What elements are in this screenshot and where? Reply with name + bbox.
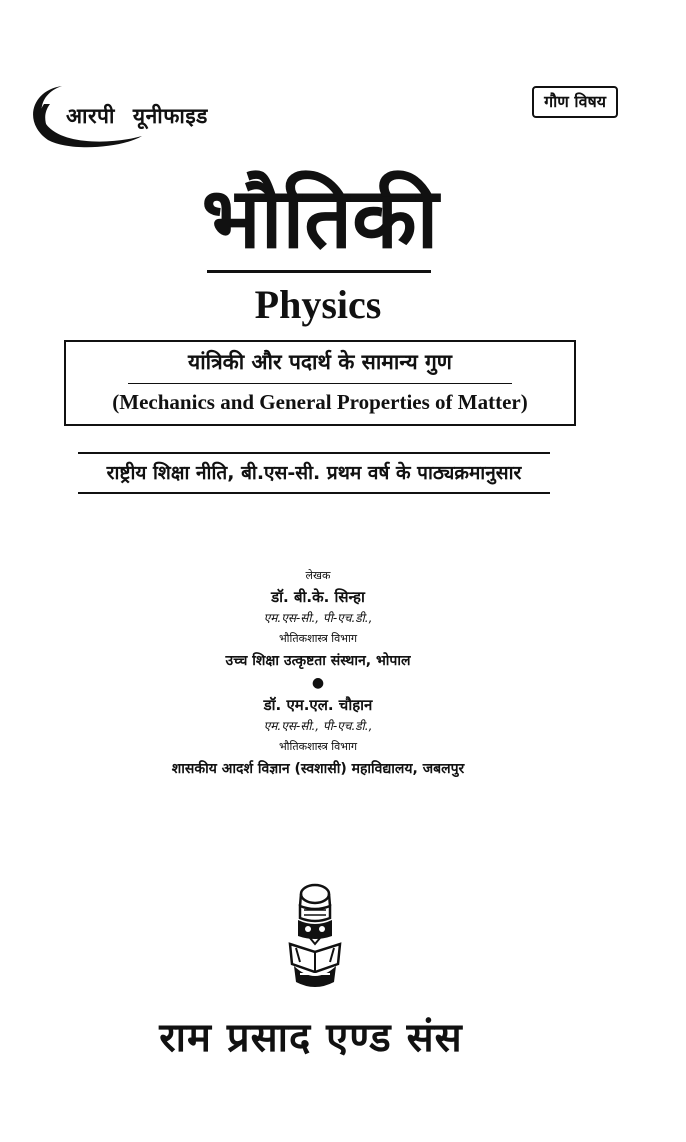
book-title-hindi: भौतिकी <box>201 169 439 267</box>
author-institution: उच्च शिक्षा उत्कृष्टता संस्थान, भोपाल <box>225 653 411 669</box>
subtitle-box <box>64 340 576 426</box>
author-department: भौतिकशास्त्र विभाग <box>278 740 358 753</box>
curriculum-rule-top <box>78 452 550 454</box>
series-name-part1: आरपी <box>66 104 115 128</box>
title-underline <box>207 270 431 273</box>
series-name-part2: यूनीफाइड <box>132 104 208 128</box>
authors-label: लेखक <box>305 569 331 582</box>
author-institution: शासकीय आदर्श विज्ञान (स्वशासी) महाविद्यालय, जबलपुर <box>171 761 465 777</box>
curriculum-note: राष्ट्रीय शिक्षा नीति, बी.एस-सी. प्रथम वर्ष के पाठ्यक्रमानुसार <box>106 462 522 484</box>
curriculum-rule-bottom <box>78 492 550 494</box>
author-qualification: एम.एस-सी., पी-एच.डी., <box>263 611 373 625</box>
subtitle-divider <box>128 383 512 384</box>
publisher-logo-icon <box>280 882 350 992</box>
subtitle-english: (Mechanics and General Properties of Matter) <box>112 390 528 414</box>
author-name: डॉ. बी.के. सिन्हा <box>271 588 365 606</box>
book-title-english: Physics <box>254 282 382 327</box>
subject-type-badge: गौण विषय <box>532 86 618 118</box>
series-name <box>66 102 208 130</box>
author-department: भौतिकशास्त्र विभाग <box>278 632 358 645</box>
subtitle-hindi: यांत्रिकी और पदार्थ के सामान्य गुण <box>188 350 452 374</box>
publisher-name: राम प्रसाद एण्ड संस <box>159 1015 463 1061</box>
author-separator: ● <box>311 675 325 691</box>
author-name: डॉ. एम.एल. चौहान <box>263 696 373 714</box>
authors-block <box>0 566 636 780</box>
author-qualification: एम.एस-सी., पी-एच.डी., <box>263 719 373 733</box>
series-logo <box>22 82 262 152</box>
